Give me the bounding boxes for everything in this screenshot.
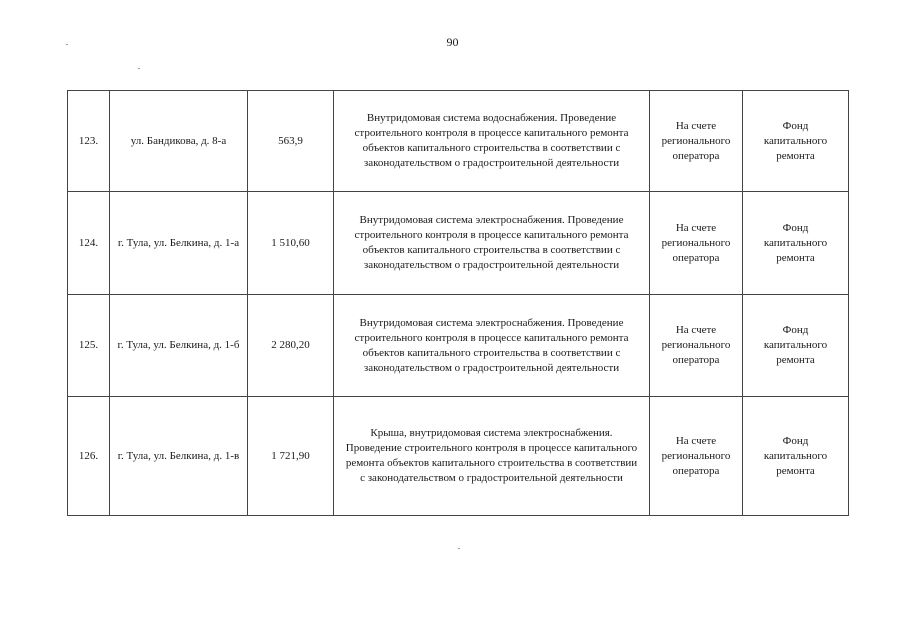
table-row	[68, 397, 849, 516]
work-description-cell: Внутридомовая система электроснабжения. Проведение строительного контроля в процессе капитального ремонта объектов капитального строительства в соответствии с законодательством о градостроительной деятельности	[334, 192, 650, 295]
funding-source-cell: Фонд капитального ремонта	[743, 397, 849, 516]
row-number: 125.	[68, 295, 110, 397]
area-cell: 1 721,90	[248, 397, 334, 516]
account-cell: На счете регионального оператора	[650, 397, 743, 516]
address-cell: г. Тула, ул. Белкина, д. 1-в	[110, 397, 248, 516]
work-description-cell: Крыша, внутридомовая система электроснабжения. Проведение строительного контроля в процессе капитального ремонта объектов капитального строительства в соответствии с законодательством о градостроительной деятельности	[334, 397, 650, 516]
account-cell: На счете регионального оператора	[650, 295, 743, 397]
funding-source-cell: Фонд капитального ремонта	[743, 295, 849, 397]
address-cell: ул. Бандикова, д. 8-а	[110, 91, 248, 192]
table-row	[68, 295, 849, 397]
area-cell: 563,9	[248, 91, 334, 192]
row-number: 123.	[68, 91, 110, 192]
repair-works-table	[67, 90, 849, 516]
area-cell: 1 510,60	[248, 192, 334, 295]
work-description-cell: Внутридомовая система водоснабжения. Проведение строительного контроля в процессе капитального ремонта объектов капитального строительства в соответствии с законодательством о градостроительной деятельности	[334, 91, 650, 192]
page-number: 90	[446, 35, 459, 49]
row-number: 124.	[68, 192, 110, 295]
funding-source-cell: Фонд капитального ремонта	[743, 91, 849, 192]
account-cell: На счете регионального оператора	[650, 91, 743, 192]
work-description-cell: Внутридомовая система электроснабжения. Проведение строительного контроля в процессе капитального ремонта объектов капитального строительства в соответствии с законодательством о градостроительной деятельности	[334, 295, 650, 397]
row-number: 126.	[68, 397, 110, 516]
area-cell: 2 280,20	[248, 295, 334, 397]
table-row	[68, 91, 849, 192]
address-cell: г. Тула, ул. Белкина, д. 1-а	[110, 192, 248, 295]
address-cell: г. Тула, ул. Белкина, д. 1-б	[110, 295, 248, 397]
table-row	[68, 192, 849, 295]
scan-speck	[458, 548, 460, 549]
funding-source-cell: Фонд капитального ремонта	[743, 192, 849, 295]
scan-speck	[138, 68, 140, 69]
account-cell: На счете регионального оператора	[650, 192, 743, 295]
scan-speck	[66, 44, 68, 45]
